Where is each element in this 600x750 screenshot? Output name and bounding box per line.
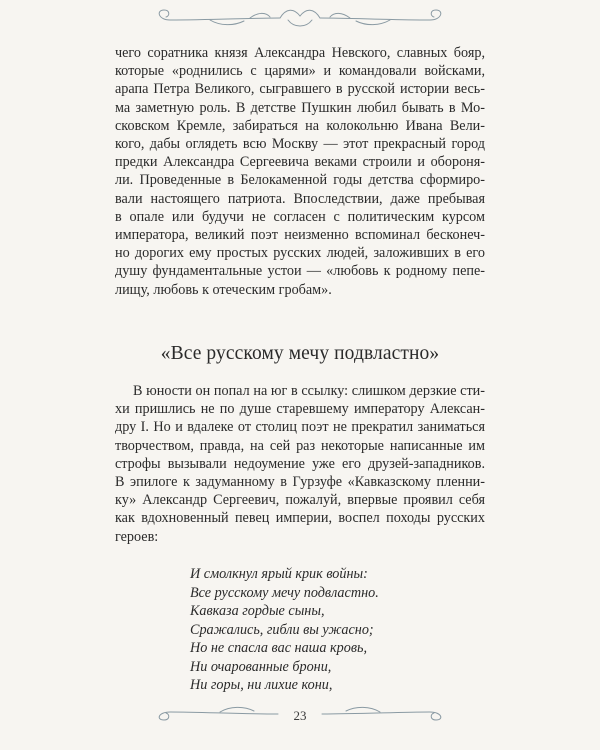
text-line: лищу, любовь к отеческим гробам».: [115, 281, 332, 298]
text-line: ли. Проведенные в Белокаменной годы детства сформиро-: [115, 172, 485, 189]
text-line: предки Александра Сергеевича веками строили и обороня-: [115, 154, 485, 171]
text-line: в опале или будучи не согласен с политическим курсом: [115, 208, 485, 225]
paragraph-1: [115, 44, 485, 299]
text-line: сковском Кремле, забираться на колокольню Ивана Вели-: [115, 117, 485, 134]
text-line: В эпилоге к задуманному в Гурзуфе «Кавказскому пленни-: [115, 474, 485, 491]
text-line: хи пришлись не по душе старевшему императору Алексан-: [115, 401, 485, 418]
paragraph-2: [115, 382, 485, 546]
text-line: как вдохновенный певец империи, воспел походы русских: [115, 510, 485, 527]
text-line: вали настоящего патриота. Впоследствии, даже пребывая: [115, 190, 485, 207]
poem-line: Сражались, гибли вы ужасно;: [190, 621, 374, 638]
text-line: В юности он попал на юг в ссылку: слишком дерзкие сти-: [133, 383, 485, 399]
text-line: арапа Петра Великого, сыгравшего в русской истории весь-: [115, 81, 485, 98]
text-line: творчеством, правда, на сей раз некоторые написанные им: [115, 437, 485, 454]
text-line: которые «роднились с царями» и командовали войсками,: [115, 63, 485, 80]
top-ornament: [150, 6, 450, 36]
poem-line: Все русскому мечу подвластно.: [190, 584, 379, 601]
text-line: душу фундаментальные устои — «любовь к родному пепе-: [115, 263, 485, 280]
text-line: ку» Александр Сергеевич, пожалуй, впервые проявил себя: [115, 492, 485, 509]
text-line: кого, дабы оглядеть всю Москву — этот прекрасный город: [115, 136, 485, 153]
page-number: 23: [293, 708, 307, 723]
poem-line: И смолкнул ярый крик войны:: [190, 566, 368, 582]
section-heading: «Все русскому мечу подвластно»: [160, 343, 440, 364]
poem-stanza: [190, 565, 379, 695]
text-line: строфы вызывали недоумение уже его друзей-западников.: [115, 455, 485, 472]
poem-line: Ни очарованные брони,: [190, 658, 332, 675]
text-line: чего соратника князя Александра Невского, славных бояр,: [115, 45, 485, 61]
text-line: императора, великий поэт неизменно вспоминал бесконеч-: [115, 227, 485, 244]
text-line: дру I. Но и вдалеке от столиц поэт не прекратил заниматься: [115, 419, 485, 436]
poem-line: Но не спасла вас наша кровь,: [190, 640, 368, 656]
text-line: героев:: [115, 528, 159, 545]
poem-line: Ни горы, ни лихие кони,: [190, 677, 333, 693]
text-line: ма заметную роль. В детстве Пушкин любил бывать в Мо-: [115, 99, 485, 116]
text-line: но дорогих ему простых русских людей, заложивших в его: [115, 245, 485, 262]
poem-line: Кавказа гордые сыны,: [190, 603, 325, 619]
